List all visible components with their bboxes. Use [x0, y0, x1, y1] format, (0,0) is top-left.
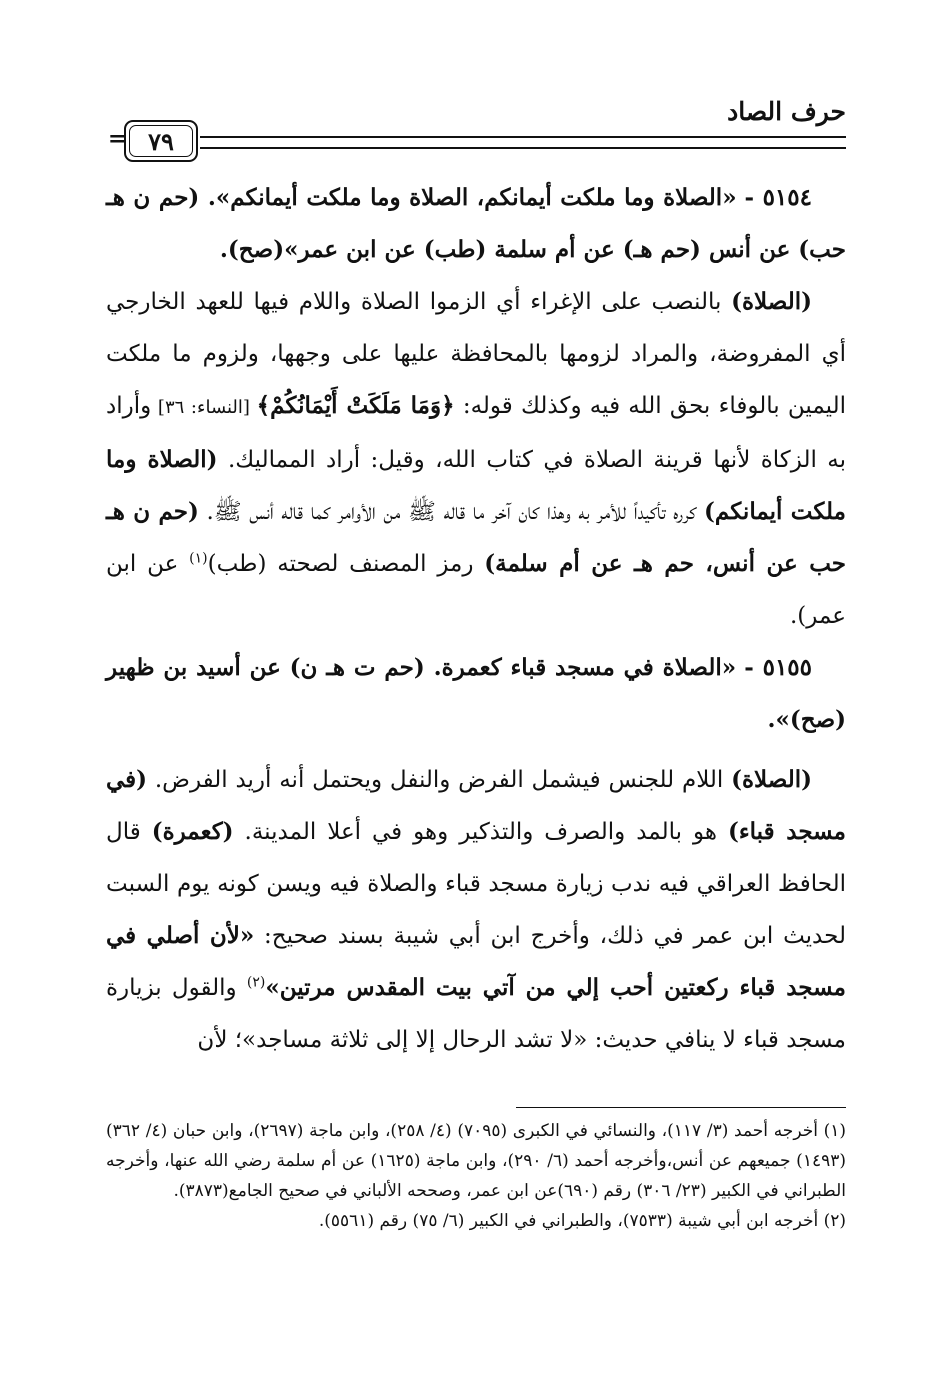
header-double-rule — [200, 136, 846, 149]
footnotes — [106, 1116, 846, 1236]
footnote-1: (١) أخرجه أحمد (٣/ ١١٧)، والنسائي في الكبرى (٧٠٩٥) (٤/ ٢٥٨)، وابن ماجة (٢٦٩٧)، وابن حبان (٤/ ٣٦٢) (١٤٩٣) جميعهم عن أنس،وأخرجه أحمد (٦/ ٢٩٠)، وابن ماجة (١٦٢٥) عن أم سلمة رضي الله عنها، وأخرجه الطبراني في الكبير (٢٣/ ٣٠٦) رقم (٦٩٠)عن ابن عمر، وصححه الألباني في صحيح الجامع(٣٨٧٣). — [106, 1121, 847, 1201]
source-attribution: (حم ن هـ حب عن أنس، حم هـ عن أم سلمة) — [106, 498, 846, 577]
entry-number: ٥١٥٥ - — [744, 654, 813, 681]
commentary-text: رمز المصنف لصحته (طب) — [207, 551, 485, 577]
lemma: (كعمرة) — [151, 818, 234, 845]
hadith-text: «الصلاة في مسجد قباء كعمرة. (حم ت هـ ن) عن أسيد بن ظهير (صح)». — [106, 654, 846, 733]
commentary-text: قال الحافظ العراقي فيه ندب زيارة مسجد قباء والصلاة فيه ويسن كونه يوم السبت لحديث ابن عمر في ذلك، وأخرج ابن أبي شيبة بسند صحيح: — [106, 819, 846, 949]
main-text — [106, 172, 846, 1066]
commentary-text: هو بالمد والصرف والتذكير وهو في أعلا المدينة. — [233, 819, 728, 845]
page-number-frame — [124, 120, 198, 162]
quran-citation: [النساء: ٣٦] — [151, 397, 257, 418]
commentary-text: وأراد به الزكاة لأنها قرينة الصلاة في كتاب الله، وقيل: أراد المماليك. — [106, 393, 846, 473]
lemma: (الصلاة وما ملكت أيمانكم) — [106, 446, 846, 525]
lemma: (الصلاة) — [731, 288, 812, 315]
commentary-text: والقول بزيارة مسجد قباء لا ينافي حديث: «لا تشد الرحال إلا إلى ثلاثة مساجد»؛ لأن — [106, 975, 846, 1053]
entry-number: ٥١٥٤ - — [744, 184, 812, 211]
hadith-entry-5155 — [106, 642, 846, 746]
quran-quote: ﴿وَمَا مَلَكَتْ أَيْمَانُكُمْ﴾ — [256, 392, 455, 419]
page-number: ٧٩ — [129, 125, 193, 157]
commentary-text: عن ابن عمر). — [106, 551, 846, 629]
commentary-text: اللام للجنس فيشمل الفرض والنفل ويحتمل أنه أريد الفرض. — [147, 767, 732, 793]
hadith-entry-5154 — [106, 172, 846, 276]
commentary-text: بالنصب على الإغراء أي الزموا الصلاة واللام فيها للعهد الخارجي أي المفروضة، والمراد لزومها بالمحافظة عليها على وجهها، ولزوم ما ملكت اليمين بالوفاء بحق الله فيه وكذلك قوله: — [106, 289, 847, 419]
hadith-text: «الصلاة وما ملكت أيمانكم، الصلاة وما ملكت أيمانكم». (حم ن هـ حب) عن أنس (حم هـ) عن أم سلمة (طب) عن ابن عمر»(صح). — [106, 184, 846, 263]
header-ornament: = — [108, 126, 127, 152]
running-title: حرف الصاد — [727, 97, 846, 126]
commentary-paragraph — [106, 754, 846, 1066]
commentary-text: كرره تأكيداً للأمر به وهذا كان آخر ما قاله ﷺ من الأوامر كما قاله أنس ﷺ. — [198, 499, 705, 525]
quoted-report: «لأن أصلي في مسجد قباء ركعتين أحب إلي من آتي بيت المقدس مرتين» — [106, 922, 846, 1001]
footnote-2: (٢) أخرجه ابن أبي شيبة (٧٥٣٣)، والطبراني في الكبير (٦/ ٧٥) رقم (٥٥٦١). — [318, 1211, 846, 1231]
footnote-ref-2[interactable]: (٢) — [246, 974, 266, 991]
footnote-separator — [516, 1107, 846, 1108]
commentary-paragraph — [106, 276, 846, 642]
footnote-ref-1[interactable]: (١) — [189, 550, 208, 567]
lemma: (في مسجد قباء) — [106, 766, 847, 845]
lemma: (الصلاة) — [731, 766, 812, 793]
